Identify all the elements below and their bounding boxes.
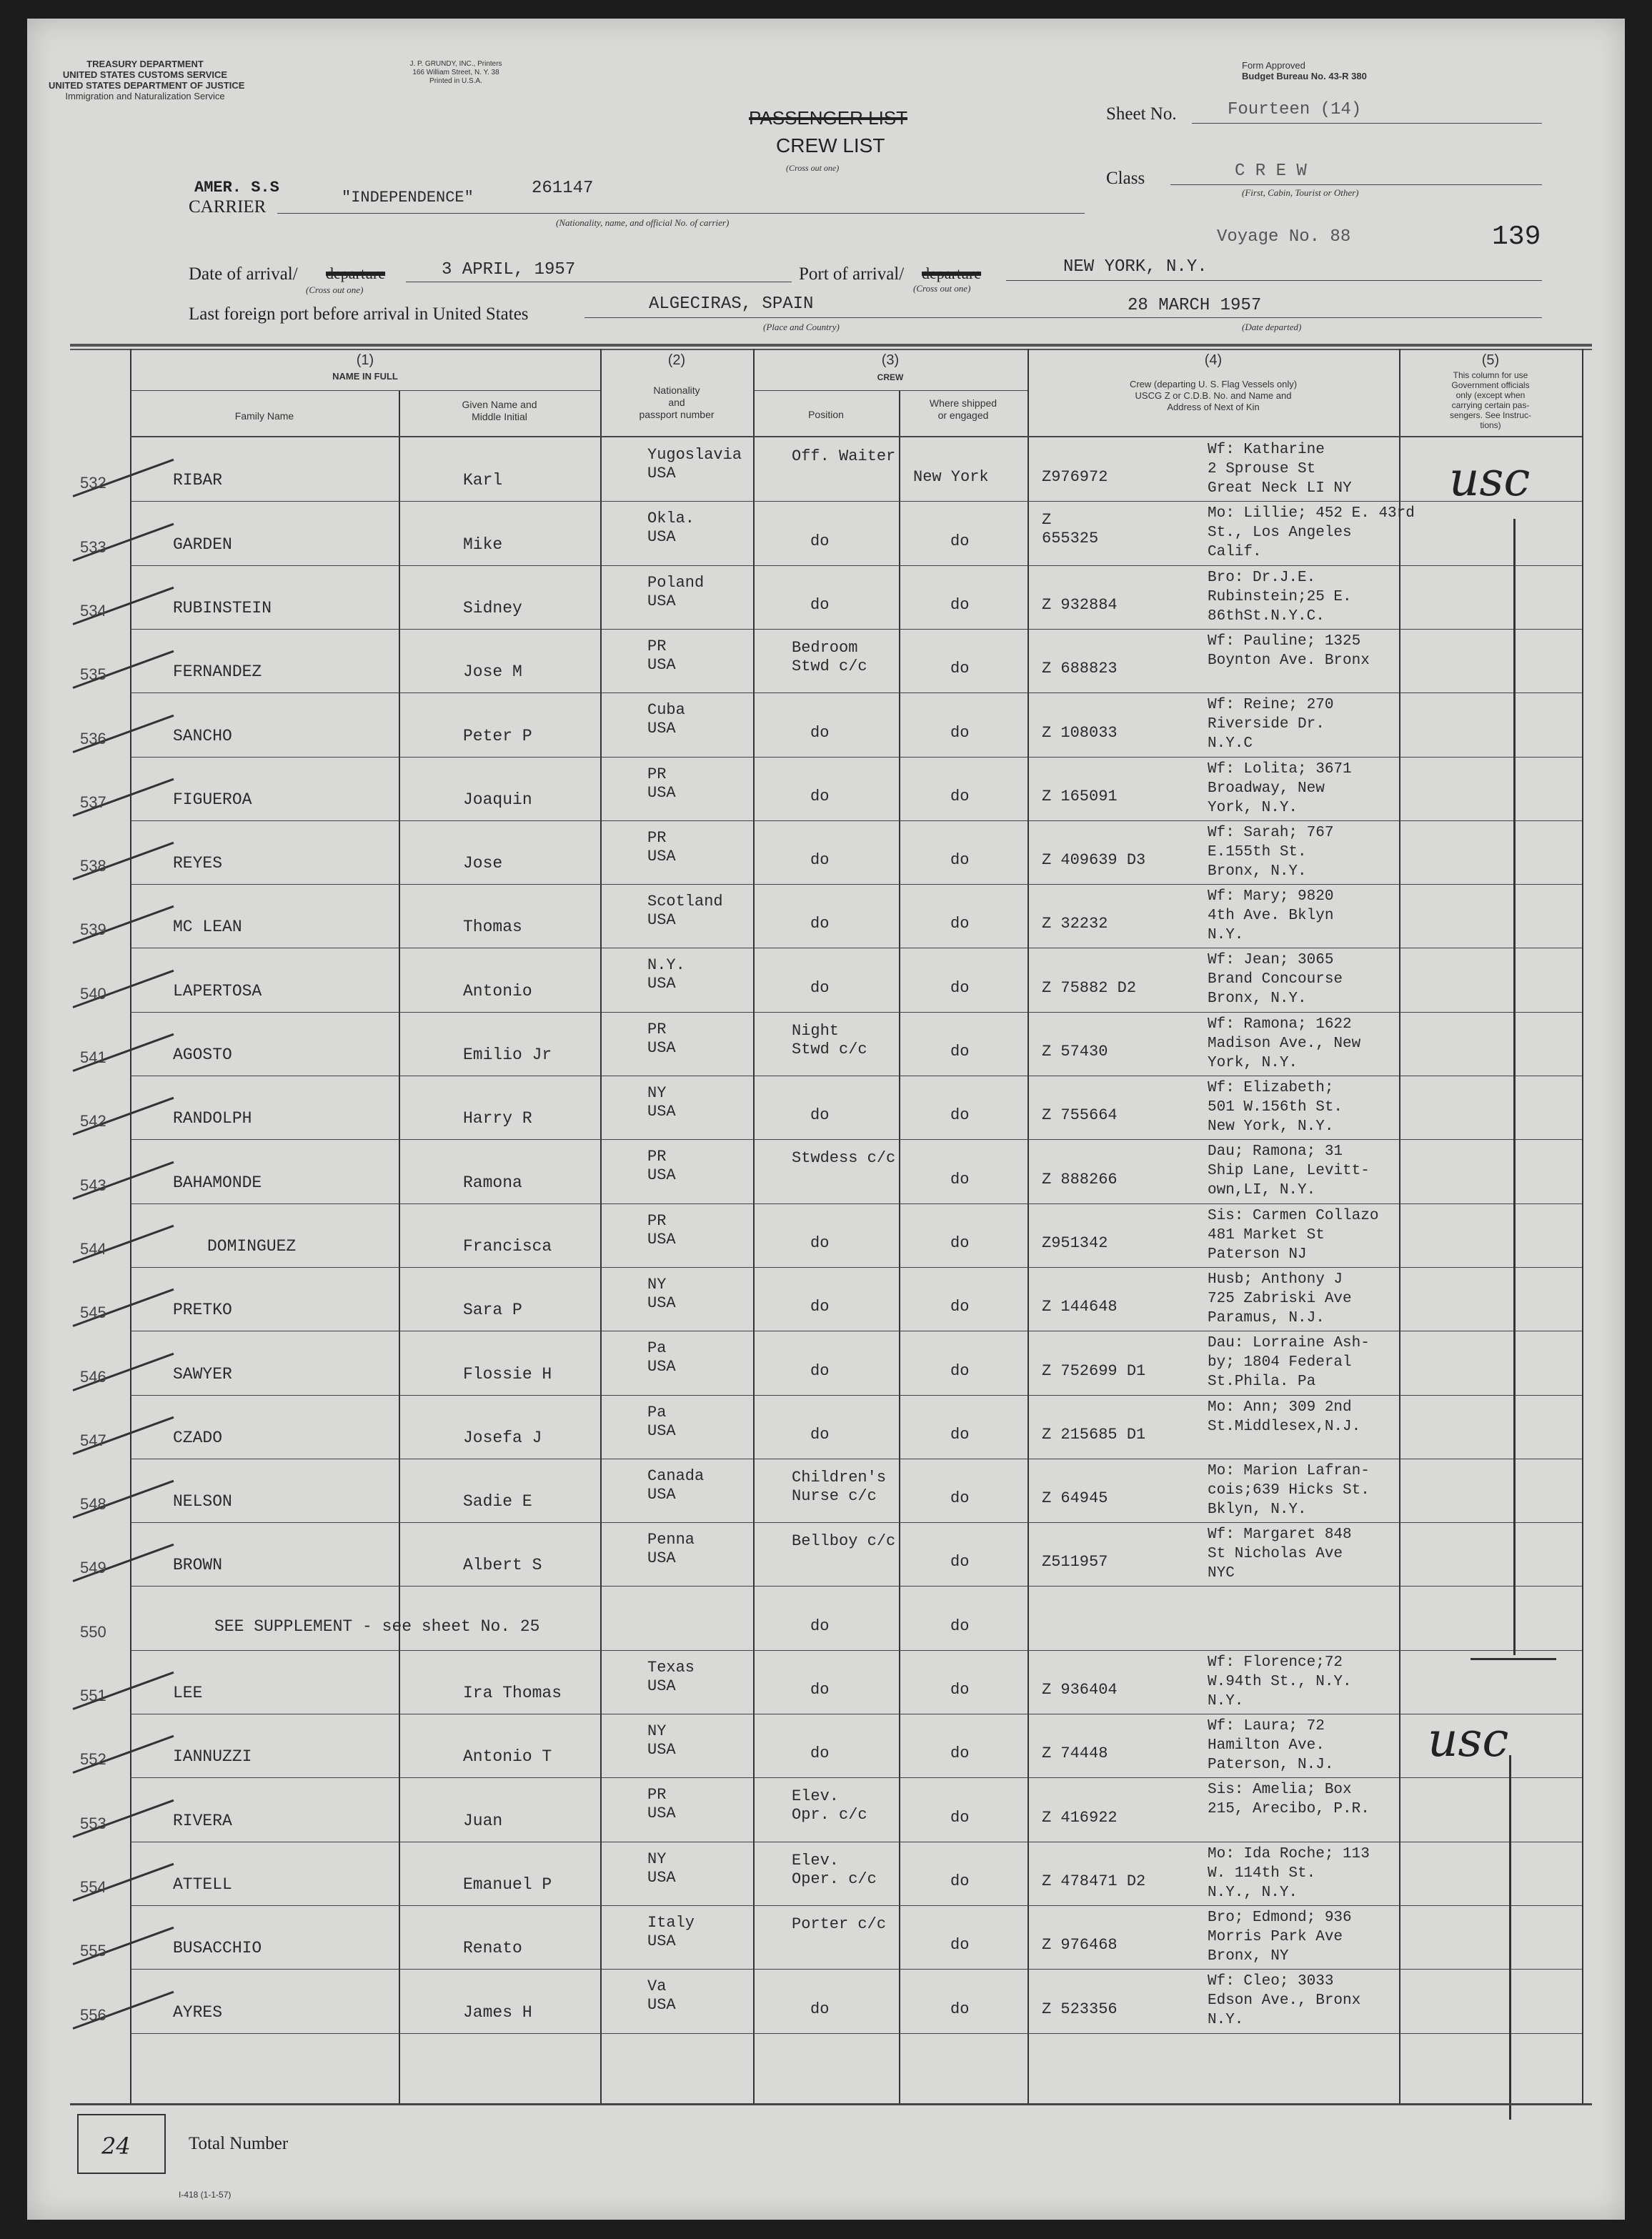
carrier-label: CARRIER [189, 197, 267, 217]
row-rule [130, 1203, 1582, 1204]
col-line [899, 390, 900, 2103]
position: do [810, 1681, 830, 1699]
header-bottom-rule [130, 436, 1582, 437]
port-label: Port of arrival/ [799, 264, 905, 284]
row-number: 551 [80, 1687, 106, 1704]
uscg-z-number: Z 888266 [1042, 1170, 1118, 1188]
uscg-z-number: Z 478471 D2 [1042, 1872, 1146, 1890]
uscg-z-number: Z 416922 [1042, 1808, 1118, 1827]
last-port-note: (Place and Country) [763, 322, 840, 332]
voyage-number: Voyage No. 88 [1217, 227, 1351, 247]
nationality: PR USA [647, 1148, 676, 1185]
row-rule [130, 1139, 1582, 1140]
family-name: LAPERTOSA [173, 981, 262, 1001]
row-rule [130, 501, 1582, 502]
manifest-sheet [27, 19, 1625, 2220]
row-number: 537 [80, 793, 106, 811]
row-number: 547 [80, 1431, 106, 1449]
nationality: PR USA [647, 765, 676, 802]
row-number: 536 [80, 729, 106, 748]
row-rule [130, 884, 1582, 885]
nationality: Scotland USA [647, 893, 723, 930]
family-name: BROWN [173, 1556, 223, 1575]
family-name: GARDEN [173, 535, 232, 554]
nationality: Italy USA [647, 1913, 695, 1950]
uscg-z-number: Z 74448 [1042, 1744, 1108, 1763]
shipped-at: do [950, 1298, 970, 1316]
carrier-note: (Nationality, name, and official No. of carrier) [556, 217, 730, 228]
vessel-number: 261147 [532, 179, 594, 198]
position: do [810, 787, 830, 805]
col-line [399, 390, 400, 2103]
col-line [753, 349, 755, 2103]
header-split [753, 390, 1027, 391]
next-of-kin: Mo: Ann; 309 2nd St.Middlesex,N.J. [1208, 1399, 1361, 1435]
position: do [810, 1298, 830, 1316]
row-rule [130, 820, 1582, 821]
nationality: PR USA [647, 1211, 676, 1248]
form-approved [1242, 60, 1367, 81]
handwritten-bracket-line [1509, 1755, 1511, 2120]
next-of-kin: Dau; Ramona; 31 Ship Lane, Levitt- own,LI, N.Y. [1208, 1143, 1370, 1199]
given-name: Sadie E [463, 1492, 532, 1511]
next-of-kin: Sis: Amelia; Box 215, Arecibo, P.R. [1208, 1782, 1370, 1818]
nationality: NY USA [647, 1275, 676, 1312]
given-name: Peter P [463, 726, 532, 745]
next-of-kin: Wf: Lolita; 3671 Broadway, New York, N.Y. [1208, 760, 1352, 816]
col-line [1399, 349, 1400, 2103]
uscg-z-number: Z 688823 [1042, 660, 1118, 678]
shipped-header: Where shipped or engaged [929, 397, 997, 421]
given-name: Joaquin [463, 790, 532, 809]
nationality: PR USA [647, 1786, 676, 1823]
nationality: Yugoslavia USA [647, 446, 742, 482]
row-number: 534 [80, 601, 106, 620]
row-rule [130, 1395, 1582, 1396]
next-of-kin: Wf: Florence;72 W.94th St., N.Y. N.Y. [1208, 1654, 1352, 1709]
given-name: Thomas [463, 918, 522, 937]
shipped-at: do [950, 2000, 970, 2018]
arrival-date: 3 APRIL, 1957 [442, 260, 576, 279]
nationality: N.Y. USA [647, 956, 685, 993]
nationality: Texas USA [647, 1658, 695, 1695]
col1-num: (1) [356, 352, 374, 368]
nationality: NY USA [647, 1850, 676, 1887]
family-name-header: Family Name [234, 410, 294, 422]
family-name: FERNANDEZ [173, 662, 262, 682]
row-number: 542 [80, 1112, 106, 1131]
position: do [810, 915, 830, 933]
total-label: Total Number [189, 2134, 289, 2153]
header-split [130, 390, 600, 391]
shipped-at: do [950, 532, 970, 550]
official-use-header: This column for use Government officials only (except when carrying certain pas- sengers. See Instruc- tions) [1449, 370, 1532, 430]
shipped-at: do [950, 1425, 970, 1444]
col-line [130, 349, 131, 2103]
crew-header: CREW [877, 372, 904, 382]
next-of-kin: Wf: Sarah; 767 E.155th St. Bronx, N.Y. [1208, 824, 1334, 880]
cross-out-note: (Cross out one) [786, 163, 840, 173]
family-name: SAWYER [173, 1364, 232, 1384]
row-rule [130, 1267, 1582, 1268]
row-number: 548 [80, 1495, 106, 1514]
col4-num: (4) [1204, 352, 1223, 368]
shipped-at: do [950, 1744, 970, 1763]
given-name-header: Given Name and Middle Initial [462, 399, 537, 422]
row-number: 554 [80, 1877, 106, 1896]
nationality: Penna USA [647, 1531, 695, 1568]
col5-num: (5) [1481, 352, 1500, 368]
shipped-at: do [950, 915, 970, 933]
uscg-z-number: Z 32232 [1042, 915, 1108, 933]
nationality: Poland USA [647, 573, 705, 610]
position: Bellboy c/c [792, 1532, 896, 1551]
shipped-at: do [950, 978, 970, 997]
shipped-at: do [950, 1043, 970, 1061]
vessel-name: "INDEPENDENCE" [342, 189, 474, 207]
position: Elev. Oper. c/c [792, 1851, 877, 1888]
family-name: AGOSTO [173, 1046, 232, 1064]
carrier-rule [277, 213, 1085, 214]
shipped-at: do [950, 1489, 970, 1508]
family-name: MC LEAN [173, 918, 242, 937]
uscg-z-number: Z 165091 [1042, 787, 1118, 805]
uscg-z-number: Z 976468 [1042, 1936, 1118, 1955]
uscg-z-number: Z 64945 [1042, 1489, 1108, 1508]
col-line [1027, 349, 1029, 2103]
uscg-z-number: Z951342 [1042, 1233, 1108, 1252]
row-number: 544 [80, 1239, 106, 1258]
row-number: 549 [80, 1559, 106, 1577]
family-name: NELSON [173, 1492, 232, 1511]
position: do [810, 851, 830, 870]
family-name: ATTELL [173, 1875, 232, 1894]
given-name: Juan [463, 1811, 503, 1830]
next-of-kin: Wf: Reine; 270 Riverside Dr. N.Y.C [1208, 697, 1334, 753]
position: do [810, 978, 830, 997]
given-name: Harry R [463, 1109, 532, 1128]
family-name: SANCHO [173, 726, 232, 745]
family-name: RUBINSTEIN [173, 598, 272, 617]
usc-mark: usc [1428, 1712, 1509, 1767]
family-name: IANNUZZI [173, 1747, 252, 1767]
col3-num: (3) [881, 352, 900, 368]
form-number: I-418 (1-1-57) [179, 2190, 232, 2200]
arrival-port: NEW YORK, N.Y. [1063, 257, 1208, 277]
given-name: Francisca [463, 1236, 552, 1256]
handwritten-bracket-line [1513, 519, 1516, 1655]
uscg-z-number: Z 57430 [1042, 1043, 1108, 1061]
given-name: Karl [463, 471, 503, 490]
uscg-z-number: Z 932884 [1042, 595, 1118, 614]
row-number: 538 [80, 857, 106, 875]
shipped-at: do [950, 1808, 970, 1827]
next-of-kin: Wf: Laura; 72 Hamilton Ave. Paterson, N.J. [1208, 1718, 1334, 1773]
position: Elev. Opr. c/c [792, 1787, 867, 1825]
uscg-z-number: Z 752699 D1 [1042, 1361, 1146, 1380]
next-of-kin: Dau: Lorraine Ash- by; 1804 Federal St.Phila. Pa [1208, 1335, 1370, 1391]
nationality: PR USA [647, 637, 676, 674]
row-rule [130, 1012, 1582, 1013]
given-name: Antonio T [463, 1747, 552, 1767]
given-name: Mike [463, 535, 503, 554]
passenger-list-crossed: PASSENGER LIST [749, 107, 908, 129]
nationality: NY USA [647, 1084, 676, 1121]
family-name: RANDOLPH [173, 1109, 252, 1128]
shipped-at: do [950, 1553, 970, 1572]
row-rule [130, 1522, 1582, 1523]
next-of-kin: Bro: Dr.J.E. Rubinstein;25 E. 86thSt.N.Y.C. [1208, 569, 1352, 625]
shipped-at: do [950, 1361, 970, 1380]
given-name: James H [463, 2002, 532, 2022]
row-rule [130, 629, 1582, 630]
crew-list-title: CREW LIST [776, 134, 885, 157]
class-note: (First, Cabin, Tourist or Other) [1242, 187, 1359, 198]
uscg-z-number: Z 755664 [1042, 1106, 1118, 1125]
agency-line: UNITED STATES CUSTOMS SERVICE [62, 69, 228, 80]
date-crossed: departure [326, 264, 386, 282]
family-name: LEE [173, 1684, 203, 1702]
next-of-kin: Mo: Marion Lafran- cois;639 Hicks St. Bklyn, N.Y. [1208, 1462, 1370, 1518]
position: Bedroom Stwd c/c [792, 638, 867, 675]
position: do [810, 1106, 830, 1125]
class-rule [1170, 184, 1542, 185]
class-value: C R E W [1235, 162, 1307, 181]
next-of-kin: Sis: Carmen Collazo 481 Market St Paterson NJ [1208, 1207, 1379, 1263]
given-name: Sara P [463, 1301, 522, 1320]
sheet-value: Fourteen (14) [1228, 100, 1362, 119]
shipped-at: do [950, 1872, 970, 1890]
agency-block [49, 59, 245, 101]
row-rule [130, 1650, 1582, 1651]
next-of-kin: Husb; Anthony J 725 Zabriski Ave Paramus, N.J. [1208, 1271, 1352, 1326]
position: Porter c/c [792, 1915, 887, 1933]
shipped-at: do [950, 1617, 970, 1635]
shipped-at: do [950, 660, 970, 678]
table-bottom-rule [70, 2103, 1592, 2105]
position: do [810, 1233, 830, 1252]
next-of-kin: Mo: Ida Roche; 113 W. 114th St. N.Y., N.Y. [1208, 1845, 1370, 1901]
row-number: 535 [80, 665, 106, 684]
row-number: 540 [80, 984, 106, 1003]
sheet-label: Sheet No. [1106, 104, 1177, 124]
position: do [810, 595, 830, 614]
row-number: 541 [80, 1048, 106, 1066]
col-line [600, 349, 602, 2103]
class-label: Class [1106, 169, 1145, 188]
row-rule [130, 1905, 1582, 1906]
agency-line: UNITED STATES DEPARTMENT OF JUSTICE [49, 80, 245, 91]
row-number: 555 [80, 1942, 106, 1960]
cross-out-note-port: (Cross out one) [913, 283, 971, 294]
position: do [810, 1744, 830, 1763]
position: Night Stwd c/c [792, 1021, 867, 1058]
family-name: RIBAR [173, 471, 223, 490]
given-name: Jose [463, 854, 503, 873]
next-of-kin: Bro; Edmond; 936 Morris Park Ave Bronx, NY [1208, 1909, 1352, 1965]
given-name: Jose M [463, 662, 522, 682]
nationality: PR USA [647, 1020, 676, 1057]
row-rule [130, 2033, 1582, 2034]
page-number: 139 [1492, 222, 1541, 252]
position: Stwdess c/c [792, 1149, 896, 1168]
uscg-z-number: Z976972 [1042, 468, 1108, 487]
next-of-kin: Wf: Ramona; 1622 Madison Ave., New York, N.Y. [1208, 1016, 1361, 1071]
port-crossed: departure [922, 264, 982, 282]
uscg-z-number: Z 215685 D1 [1042, 1425, 1146, 1444]
given-name: Flossie H [463, 1364, 552, 1384]
uscg-z-number: Z 144648 [1042, 1298, 1118, 1316]
nationality-header: Nationality and passport number [639, 384, 715, 420]
family-name: SEE SUPPLEMENT - see sheet No. 25 [214, 1617, 540, 1636]
position: Off. Waiter [792, 447, 896, 465]
nationality: Okla. USA [647, 510, 695, 547]
position: do [810, 1617, 830, 1635]
given-name: Emilio Jr [463, 1046, 552, 1064]
next-of-kin: Wf: Jean; 3065 Brand Concourse Bronx, N.Y. [1208, 952, 1343, 1008]
next-of-kin: Wf: Margaret 848 St Nicholas Ave NYC [1208, 1526, 1352, 1582]
nationality: Va USA [647, 1977, 676, 2015]
given-name: Ramona [463, 1173, 522, 1192]
shipped-at: New York [913, 468, 989, 487]
col-line [1582, 349, 1583, 2103]
form-approved-line: Budget Bureau No. 43-R 380 [1242, 71, 1367, 81]
uscg-z-number: Z 75882 D2 [1042, 978, 1137, 997]
nationality: Pa USA [647, 1339, 676, 1376]
row-number: 546 [80, 1367, 106, 1386]
col1-title: NAME IN FULL [332, 371, 398, 382]
row-number: 552 [80, 1750, 106, 1769]
family-name: AYRES [173, 2002, 223, 2022]
uscg-z-number: Z 108033 [1042, 723, 1118, 742]
shipped-at: do [950, 851, 970, 870]
position: do [810, 1361, 830, 1380]
date-label: Date of arrival/ [189, 264, 298, 284]
row-number: 556 [80, 2005, 106, 2024]
usc-mark: usc [1449, 452, 1531, 507]
position: do [810, 1425, 830, 1444]
nationality: NY USA [647, 1722, 676, 1759]
row-number: 543 [80, 1176, 106, 1194]
uscg-z-number: Z 655325 [1042, 511, 1099, 548]
shipped-at: do [950, 723, 970, 742]
shipped-at: do [950, 787, 970, 805]
uscg-z-number: Z 409639 D3 [1042, 851, 1146, 870]
row-rule [130, 692, 1582, 693]
last-port-rule [584, 317, 1542, 318]
family-name: DOMINGUEZ [207, 1236, 297, 1256]
cross-out-note-date: (Cross out one) [306, 284, 364, 295]
table-top-rule [70, 344, 1592, 347]
row-number: 532 [80, 474, 106, 492]
printer-line: J. P. GRUNDY, INC., Printers [409, 60, 502, 68]
row-rule [130, 1777, 1582, 1778]
family-name: REYES [173, 854, 223, 873]
given-name: Antonio [463, 981, 532, 1001]
row-rule [130, 565, 1582, 566]
next-of-kin: Wf: Mary; 9820 4th Ave. Bklyn N.Y. [1208, 888, 1334, 944]
date-departed-note: (Date departed) [1242, 322, 1302, 332]
row-number: 550 [80, 1622, 106, 1641]
row-rule [130, 1586, 1582, 1587]
family-name: RIVERA [173, 1811, 232, 1830]
printer-line: 166 William Street, N. Y. 38 [412, 69, 499, 76]
position: do [810, 532, 830, 550]
shipped-at: do [950, 1233, 970, 1252]
agency-line: TREASURY DEPARTMENT [86, 59, 204, 69]
family-name: CZADO [173, 1428, 223, 1447]
family-name: FIGUEROA [173, 790, 252, 809]
shipped-at: do [950, 1106, 970, 1125]
next-of-kin: Wf: Cleo; 3033 Edson Ave., Bronx N.Y. [1208, 1973, 1361, 2029]
row-number: 553 [80, 1814, 106, 1832]
row-number: 533 [80, 537, 106, 556]
row-rule [130, 1969, 1582, 1970]
nationality: PR USA [647, 828, 676, 865]
date-departed: 28 MARCH 1957 [1128, 296, 1262, 315]
family-name: BUSACCHIO [173, 1939, 262, 1958]
position-header: Position [808, 409, 844, 420]
nationality: Cuba USA [647, 701, 685, 738]
last-port-label: Last foreign port before arrival in United States [189, 304, 529, 324]
form-approved-line: Form Approved [1242, 60, 1305, 71]
total-value: 24 [101, 2133, 131, 2160]
last-port-value: ALGECIRAS, SPAIN [649, 294, 814, 314]
agency-line: Immigration and Naturalization Service [65, 91, 225, 101]
row-number: 545 [80, 1304, 106, 1322]
shipped-at: do [950, 1170, 970, 1188]
given-name: Josefa J [463, 1428, 542, 1447]
shipped-at: do [950, 595, 970, 614]
nationality: Pa USA [647, 1403, 676, 1440]
next-of-kin: Mo: Lillie; 452 E. 43rd St., Los Angeles Calif. [1208, 505, 1415, 561]
given-name: Sidney [463, 598, 522, 617]
given-name: Ira Thomas [463, 1684, 562, 1702]
row-rule [130, 757, 1582, 758]
printer-block [399, 60, 513, 86]
given-name: Renato [463, 1939, 522, 1958]
given-name: Emanuel P [463, 1875, 552, 1894]
next-of-kin: Wf: Katharine 2 Sprouse St Great Neck LI NY [1208, 442, 1352, 497]
shipped-at: do [950, 1681, 970, 1699]
given-name: Albert S [463, 1556, 542, 1575]
printer-line: Printed in U.S.A. [429, 77, 482, 85]
port-rule [1006, 280, 1542, 281]
position: do [810, 2000, 830, 2018]
handwritten-bracket-end [1471, 1658, 1556, 1660]
sheet-rule [1192, 123, 1542, 124]
next-of-kin: Wf: Elizabeth; 501 W.156th St. New York, N.Y. [1208, 1080, 1343, 1135]
nationality: Canada USA [647, 1466, 705, 1504]
family-name: BAHAMONDE [173, 1173, 262, 1192]
uscg-z-number: Z511957 [1042, 1553, 1108, 1572]
position: do [810, 723, 830, 742]
position: Children's Nurse c/c [792, 1468, 887, 1505]
carrier-typed: AMER. S.S [194, 179, 279, 197]
table-top-rule-2 [70, 349, 1592, 350]
next-of-kin: Wf: Pauline; 1325 Boynton Ave. Bronx [1208, 632, 1370, 669]
family-name: PRETKO [173, 1301, 232, 1320]
uscg-z-number: Z 523356 [1042, 2000, 1118, 2018]
kin-header: Crew (departing U. S. Flag Vessels only) USCG Z or C.D.B. No. and Name and Address of Next of Kin [1129, 379, 1298, 412]
uscg-z-number: Z 936404 [1042, 1681, 1118, 1699]
col2-num: (2) [667, 352, 686, 368]
row-number: 539 [80, 920, 106, 939]
shipped-at: do [950, 1936, 970, 1955]
